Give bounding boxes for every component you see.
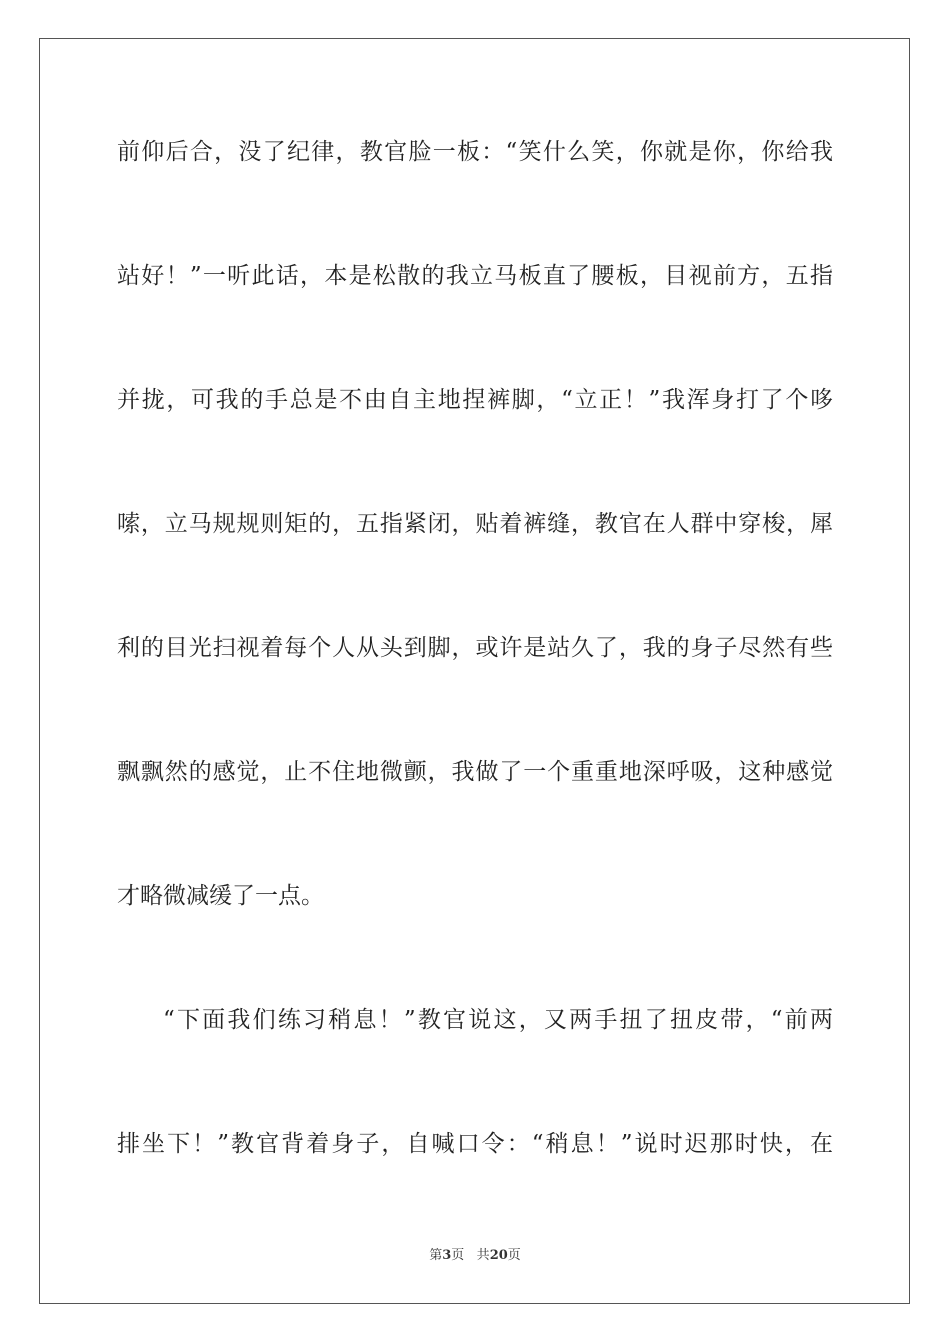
paragraph-first-line: “下面我们练习稍息！”教官说这，又两手扭了扭皮带，“前两 <box>163 1007 833 1033</box>
text-line: 嗦，立马规规则矩的，五指紧闭，贴着裤缝，教官在人群中穿梭，犀 <box>117 511 833 537</box>
total-suffix: 页 <box>507 1248 521 1263</box>
text-line: 站好！”一听此话，本是松散的我立马板直了腰板，目视前方，五指 <box>117 263 833 289</box>
page-prefix: 第 <box>429 1248 443 1263</box>
total-prefix: 共 <box>476 1248 490 1263</box>
page-border <box>39 38 910 1304</box>
text-line: 并拢，可我的手总是不由自主地捏裤脚，“立正！”我浑身打了个哆 <box>117 387 833 413</box>
page-number: 3 <box>442 1248 452 1263</box>
text-line: 排坐下！”教官背着身子，自喊口令：“稍息！”说时迟那时快，在 <box>117 1131 833 1157</box>
page-footer <box>0 1247 950 1265</box>
text-line: 才略微减缓了一点。 <box>117 883 324 909</box>
text-line: 前仰后合，没了纪律，教官脸一板：“笑什么笑，你就是你，你给我 <box>117 139 833 165</box>
text-line: 利的目光扫视着每个人从头到脚，或许是站久了，我的身子尽然有些 <box>117 635 833 661</box>
total-pages: 20 <box>489 1248 508 1263</box>
text-line: 飘飘然的感觉，止不住地微颤，我做了一个重重地深呼吸，这种感觉 <box>117 759 833 785</box>
page-suffix: 页 <box>451 1248 465 1263</box>
